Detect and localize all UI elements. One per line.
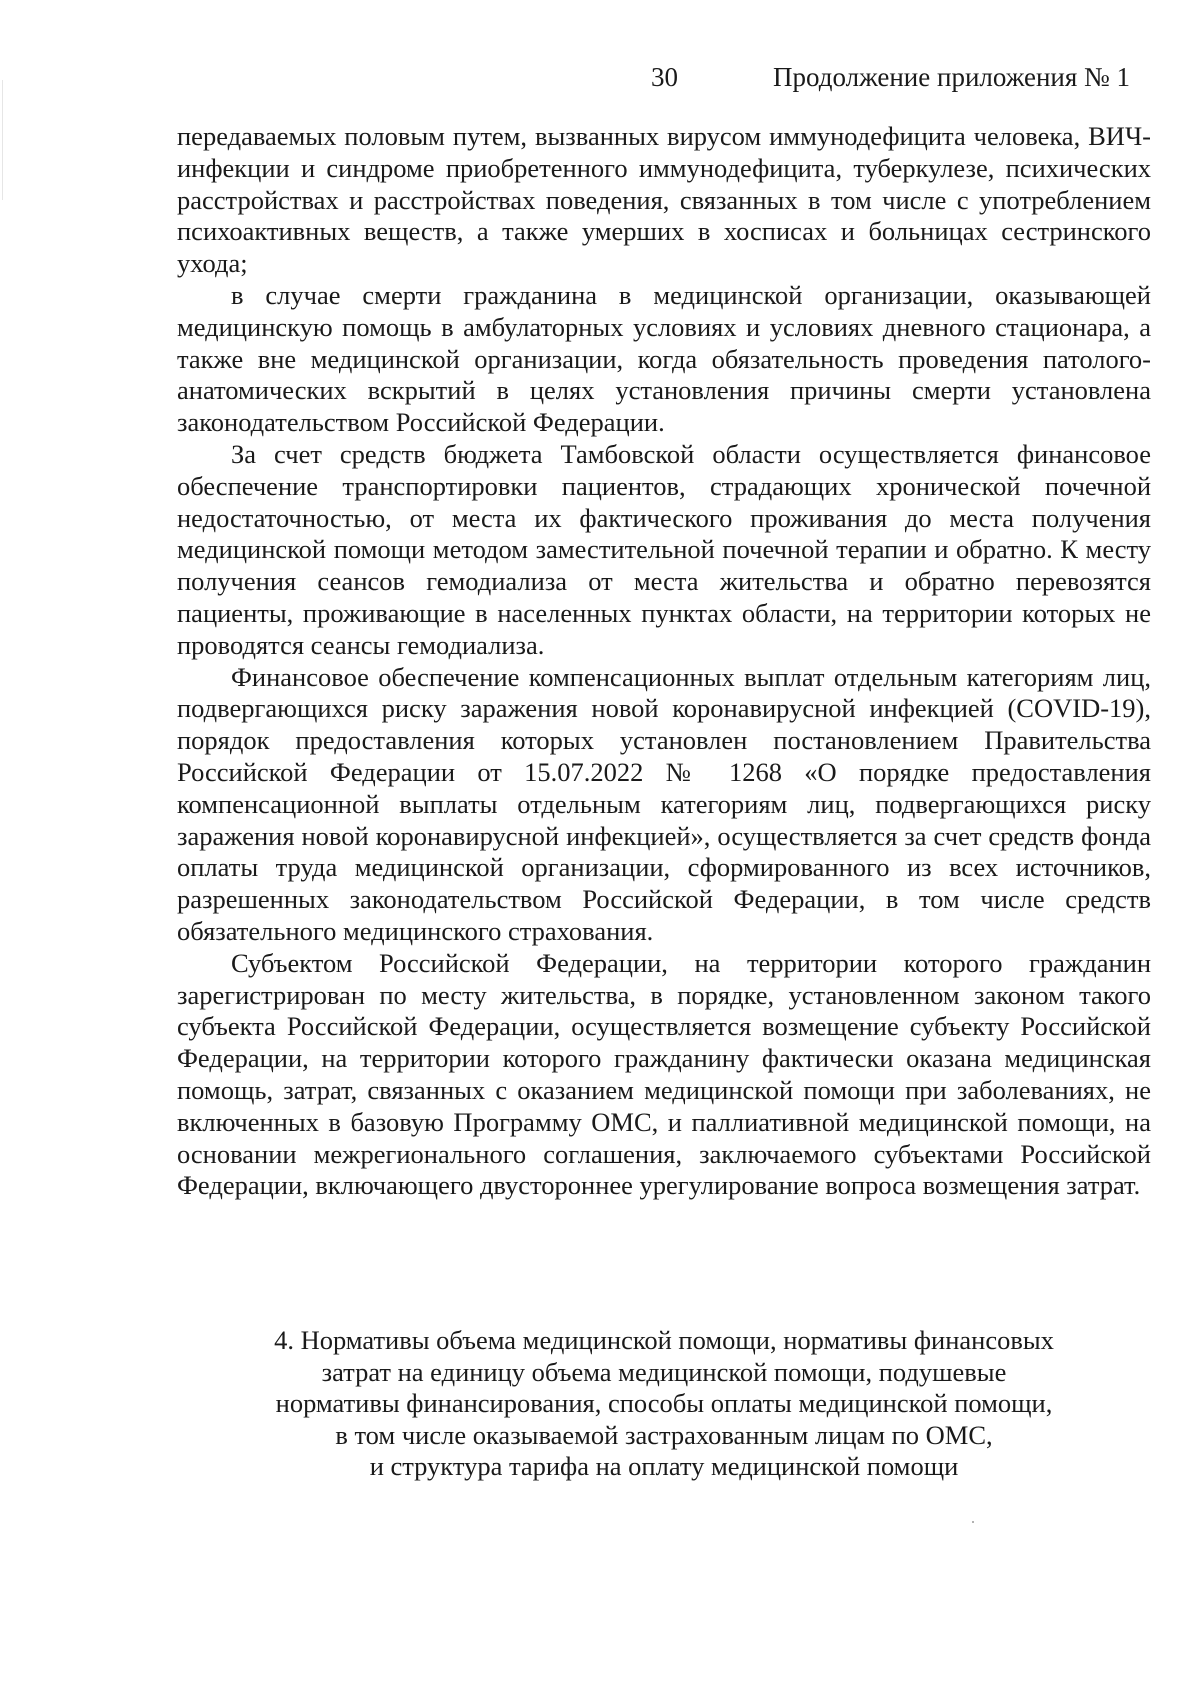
section-heading-line: нормативы финансирования, способы оплаты медицинской помощи, [275, 1388, 1053, 1418]
scan-speck [972, 1521, 974, 1523]
body-text [177, 121, 1151, 1202]
paragraph: За счет средств бюджета Тамбовской области осуществляется финансовое обеспечение транспортировки пациентов, страдающих хронической почечной недостаточностью, от места их фактического проживания до места получения медицинской помощи методом заместительной почечной терапии и обратно. К месту получения сеансов гемодиализа от места жительства и обратно перевозятся пациенты, проживающие в населенных пунктах области, на территории которых не проводятся сеансы гемодиализа. [177, 438, 1151, 660]
section-heading-line: и структура тарифа на оплату медицинской помощи [369, 1451, 959, 1481]
paragraph: Финансовое обеспечение компенсационных выплат отдельным категориям лиц, подвергающихся риску заражения новой коронавирусной инфекцией (COVID-19), порядок предоставления которых установлен постановлением Правительства Российской Федерации от 15.07.2022 № 1268 «О порядке предоставления компенсационной выплаты отдельным категориям лиц, подвергающихся риску заражения новой коронавирусной инфекцией», осуществляется за счет средств фонда оплаты труда медицинской организации, сформированного из всех источников, разрешенных законодательством Российской Федерации, в том числе средств обязательного медицинского страхования. [177, 661, 1151, 946]
running-header: Продолжение приложения № 1 [773, 62, 1131, 92]
section-heading-line: затрат на единицу объема медицинской помощи, подушевые [321, 1356, 1007, 1387]
paragraph: в случае смерти гражданина в медицинской организации, оказывающей медицинскую помощь в амбулаторных условиях и условиях дневного стационара, а также вне медицинской организации, когда обязательность проведения патолого-анатомических вскрытий в целях установления причины смерти установлена законодательством Российской Федерации. [177, 279, 1151, 438]
scan-edge-mark [2, 80, 3, 200]
paragraph: Субъектом Российской Федерации, на территории которого гражданин зарегистрирован по месту жительства, в порядке, установленном законом такого субъекта Российской Федерации, осуществляется возмещение субъекту Российской Федерации, на территории которого гражданину фактически оказана медицинская помощь, затрат, связанных с оказанием медицинской помощи при заболеваниях, не включенных в базовую Программу ОМС, и паллиативной медицинской помощи, на основании межрегионального соглашения, заключаемого субъектами Российской Федерации, включающего двустороннее урегулирование вопроса возмещения затрат. [177, 947, 1151, 1201]
section-heading [177, 1325, 1151, 1483]
section-heading-line: в том числе оказываемой застрахованным лицам по ОМС, [335, 1419, 993, 1450]
section-heading-line: 4. Нормативы объема медицинской помощи, нормативы финансовых [274, 1325, 1054, 1355]
page-number: 30 [651, 62, 678, 92]
paragraph: передаваемых половым путем, вызванных вирусом иммунодефицита человека, ВИЧ-инфекции и синдроме приобретенного иммунодефицита, туберкулезе, психических расстройствах и расстройствах поведения, связанных в том числе с употреблением психоактивных веществ, а также умерших в хосписах и больницах сестринского ухода; [177, 121, 1151, 279]
